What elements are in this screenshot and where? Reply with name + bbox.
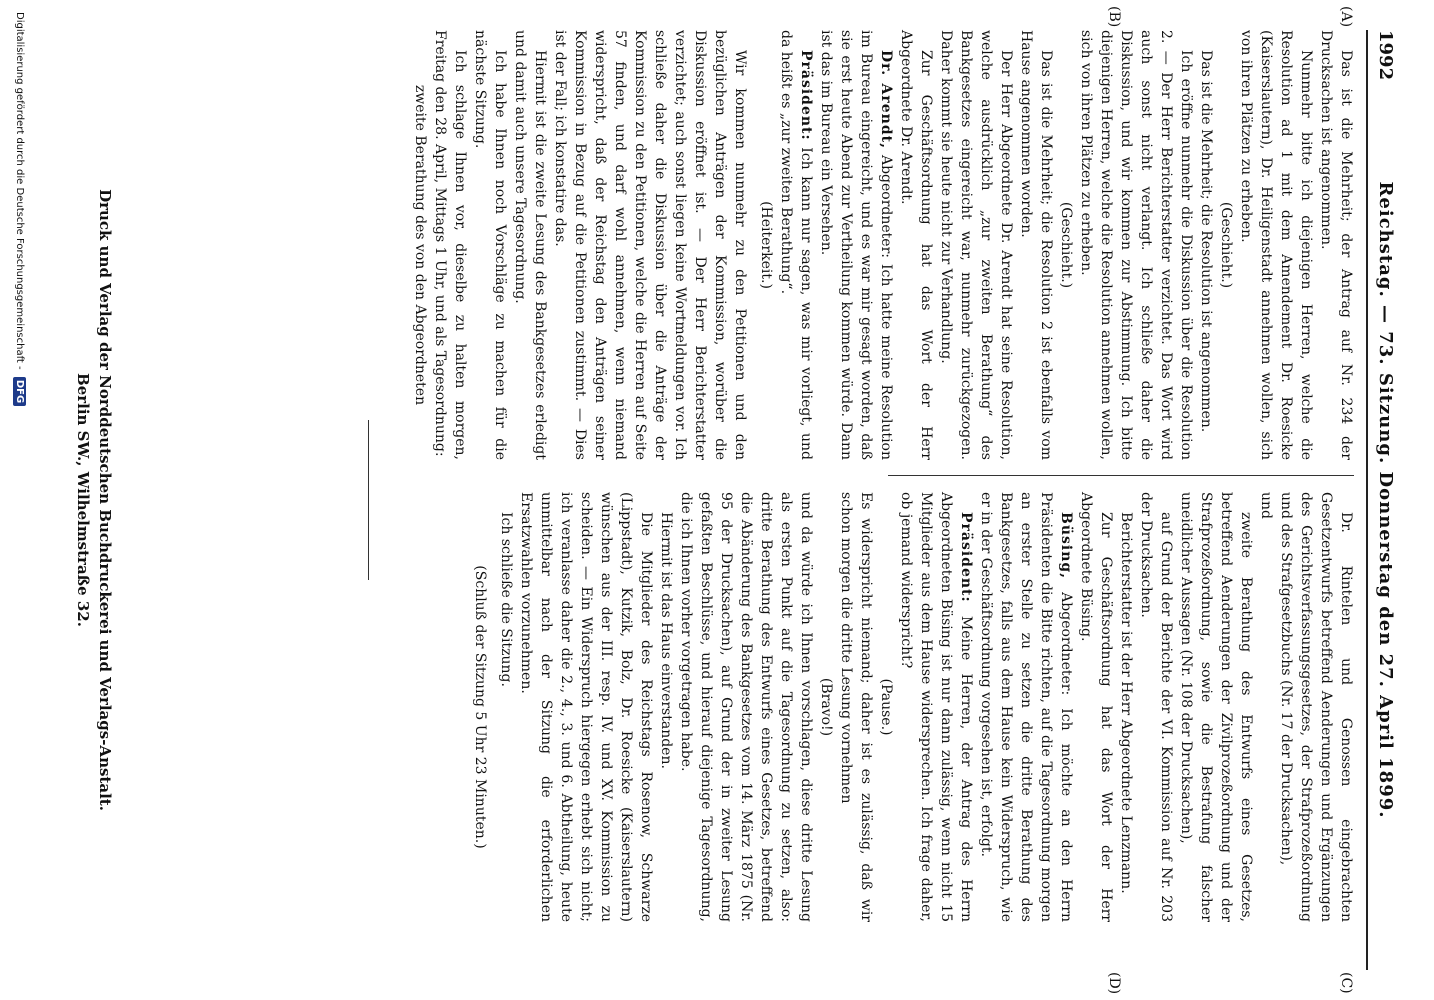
digitization-note — [13, 12, 26, 988]
agenda-item: zweite Berathung des von den Abgeordneten — [412, 84, 428, 406]
paragraph: Wir kommen nunmehr zu den Petitionen und den bezüglichen Anträgen der Kommission, worüber die Diskussion eröffnet ist. — Der Herr Berichterstatter verzichtet; auch sonst liegen keine Wortmeldungen vor. Ich schließe daher die Diskussion über die Anträge der Kommission zu den Petitionen, welche die Herren auf Seite 57 finden, und darf wohl annehmen, wenn niemand widerspricht, daß der Reichstag den Anträgen seiner Kommission in Bezug auf die Petitionen zustimmt. — Dies ist der Fall; ich konstatire das. — [552, 30, 748, 460]
column-separator — [888, 475, 1354, 476]
running-title: Reichstag. — 73. Sitzung. Donnerstag den 27. April 1899. — [1375, 181, 1396, 819]
paragraph: Ich schlage Ihnen vor, dieselbe zu halten morgen, Freitag den 28. April, Mittags 1 Uhr, und als Tagesordnung: — [432, 30, 468, 460]
printer-line: Druck und Verlag der Norddeutschen Buchdruckerei und Verlags-Anstalt. — [96, 189, 114, 811]
printer-imprint — [72, 30, 116, 970]
paragraph: Ich habe Ihnen noch Vorschläge zu machen für die nächste Sitzung. — [472, 30, 508, 460]
speech-paragraph — [816, 30, 896, 460]
right-column — [470, 492, 1356, 922]
agenda-item: Dr. Rintelen und Genossen eingebrachten Gesetzentwurfs betreffend Aenderungen und Ergänzungen des Gerichtsverfassungsgesetzes, der Strafprozeßordnung und des Strafgesetzbuchs (Nr. 17 der Drucksachen), — [1278, 492, 1354, 922]
speech-paragraph — [896, 492, 976, 922]
speaker-name: Präsident: — [798, 50, 814, 141]
stage-direction: (Geschieht.) — [1058, 201, 1074, 289]
paragraph: und da würde ich Ihnen vorschlagen, diese dritte Lesung als ersten Punkt auf die Tagesordnung zu setzen, also: dritte Berathung des Entwurfs eines Gesetzes, betreffend die Abänderung des Bankgesetzes vom 14. März 1875 (Nr. 95 der Drucksachen), auf Grund der in zweiter Lesung gefaßten Beschlüsse, und hierauf diejenige Tagesordnung, die ich Ihnen vorher vorgetragen habe. — [678, 492, 814, 922]
speech-text: Abgeordneter: Ich hatte meine Resolution im Bureau eingereicht, und es war mir gesagt worden, daß sie erst heute Abend zur Vertheilung kommen würde. Dann ist das im Bureau ein Versehen. — [818, 30, 894, 461]
paragraph: Berichterstatter ist der Herr Abgeordnete Lenzmann. — [1118, 512, 1134, 894]
paragraph: Zur Geschäftsordnung hat das Wort der Herr Abgeordnete Dr. Arendt. — [898, 30, 934, 460]
closing-note: (Schluß der Sitzung 5 Uhr 23 Minuten.) — [472, 565, 488, 849]
margin-letter-b: (B) — [1106, 6, 1122, 28]
paragraph: Nunmehr bitte ich diejenigen Herren, welche die Resolution ad 1 mit dem Amendement Dr. Roesicke (Kaiserslautern), Dr. Heiligenstadt annehmen wollen, sich von ihren Plätzen zu erheben. — [1238, 30, 1314, 460]
page-number: 1992 — [1375, 30, 1396, 81]
paragraph: Ich schließe die Sitzung. — [498, 512, 514, 687]
paragraph: Ich eröffne nunmehr die Diskussion über die Resolution 2. — Der Herr Berichterstatter verzichtet. Das Wort wird auch sonst nicht verlangt. Ich schließe daher die Diskussion, und wir kommen zur Abstimmung. Ich bitte diejenigen Herren, welche die Resolution annehmen wollen, sich von ihren Plätzen zu erheben. — [1078, 30, 1194, 460]
header-rule — [1366, 30, 1368, 970]
agenda-item: zweite Berathung des Entwurfs eines Gesetzes, betreffend Aenderungen der Zivilprozeßordnung und der Strafprozeßordnung, sowie die Bestrafung falscher uneidlicher Aussagen (Nr. 108 der Drucksachen), — [1178, 492, 1254, 922]
page-header — [1370, 30, 1400, 970]
paragraph: Hiermit ist das Haus einverstanden. — [658, 512, 674, 769]
paragraph: Hiermit ist die zweite Lesung des Bankgesetzes erledigt und damit auch unsere Tagesordnung. — [512, 30, 548, 460]
margin-letter-d: (D) — [1106, 972, 1122, 995]
stage-direction: (Pause.) — [878, 678, 894, 736]
speech-paragraph — [776, 30, 816, 460]
speech-text: Ich kann nur sagen, was mir vorliegt, und da heißt es „zur zweiten Berathung“. — [778, 30, 814, 460]
paragraph: Das ist die Mehrheit; der Antrag auf Nr. 234 der Drucksachen ist angenommen. — [1318, 30, 1354, 460]
margin-letter-c: (C) — [1338, 972, 1354, 994]
stage-direction: (Geschieht.) — [1218, 201, 1234, 289]
footer-rule — [368, 420, 369, 580]
paragraph: und — [1258, 492, 1274, 519]
stage-direction: (Bravo!) — [818, 677, 834, 737]
paragraph: Zur Geschäftsordnung hat das Wort der Herr Abgeordnete Büsing. — [1078, 492, 1114, 922]
dfg-logo: DFG — [13, 377, 26, 406]
paragraph: Das ist die Mehrheit; die Resolution ist angenommen. — [1198, 50, 1214, 433]
speaker-name: Dr. Arendt, — [878, 50, 894, 149]
stage-direction: (Heiterkeit.) — [758, 201, 774, 289]
speaker-name: Büsing, — [1058, 512, 1074, 580]
margin-letter-a: (A) — [1338, 6, 1354, 28]
paragraph: Das ist die Mehrheit; die Resolution 2 ist ebenfalls vom Hause angenommen worden. — [1018, 30, 1054, 460]
paragraph: Es widerspricht niemand; daher ist es zulässig, daß wir schon morgen die dritte Lesung vornehmen — [838, 492, 874, 922]
left-column — [410, 30, 1356, 460]
digitization-text: Digitalisierung gefördert durch die Deutsche Forschungsgemeinschaft - — [14, 12, 25, 370]
speech-text: Meine Herren, der Antrag des Herrn Abgeordneten Büsing ist nur dann zulässig, wenn nicht 15 Mitglieder aus dem Hause widersprechen. Ich frage daher, ob jemand widerspricht? — [898, 492, 974, 922]
speech-paragraph — [976, 492, 1076, 922]
paragraph: auf Grund der Berichte der VI. Kommission auf Nr. 203 der Drucksachen. — [1138, 492, 1174, 922]
speaker-name: Präsident: — [958, 512, 974, 603]
paragraph: Der Herr Abgeordnete Dr. Arendt hat seine Resolution, welche ausdrücklich „zur zweiten Berathung“ des Bankgesetzes eingereicht war, nunmehr zurückgezogen. Daher kommt sie heute nicht zur Verhandlung. — [938, 30, 1014, 460]
speech-text: Abgeordneter: Ich möchte an den Herrn Präsidenten die Bitte richten, auf die Tagesordnung morgen an erster Stelle zu setzen die dritte Berathung des Bankgesetzes, falls aus dem Hause kein Widerspruch, wie er in der Geschäftsordnung vorgesehen ist, erfolgt. — [978, 492, 1074, 922]
printer-address: Berlin SW., Wilhelmstraße 32. — [74, 373, 92, 627]
paragraph: Die Mitglieder des Reichstags Rosenow, Schwarze (Lippstadt), Kutzik, Bolz, Dr. Roesicke (Kaiserslautern) wünschen aus der III. resp. IV. und XV. Kommission zu scheiden. — Ein Widerspruch hiergegen erhebt sich nicht; ich veranlasse daher die 2., 4., 3. und 6. Abtheilung, heute unmittelbar nach der Sitzung die erforderlichen Ersatzwahlen vorzunehmen. — [518, 492, 654, 922]
